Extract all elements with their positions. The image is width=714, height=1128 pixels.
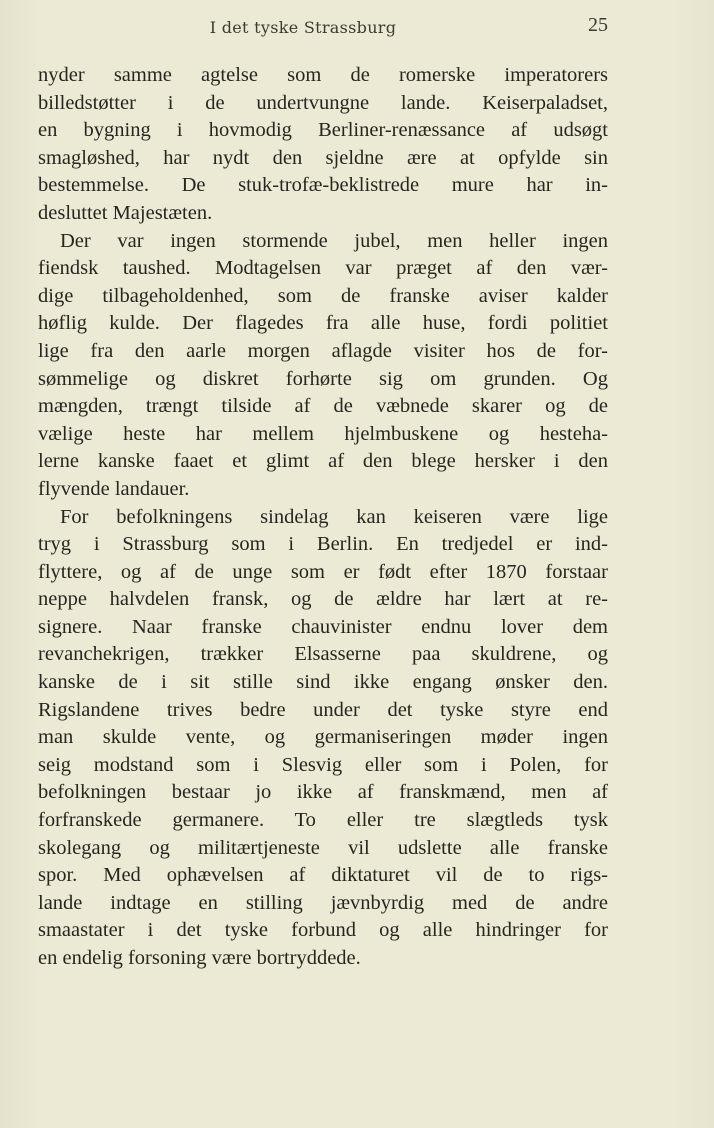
text-line: Rigslandene trives bedre under det tyske styre end [38,698,608,721]
text-line: smagløshed, har nydt den sjeldne ære at opfylde sin [38,146,608,169]
text-line: revanchekrigen, trækker Elsasserne paa skuldrene, og [38,643,608,666]
text-line: befolkningen bestaar jo ikke af franskmænd, men af [38,781,608,804]
text-line: forfranskede germanere. To eller tre slægtleds tysk [38,809,608,832]
paragraph [38,62,608,228]
text-line: nyder samme agtelse som de romerske imperatorers [38,64,608,86]
page-header [38,14,608,42]
text-line: lande indtage en stilling jævnbyrdig med de andre [38,891,608,914]
text-line: seig modstand som i Slesvig eller som i Polen, for [38,753,608,776]
text-line: flyttere, og af de unge som er født efter 1870 forstaar [38,560,608,583]
text-line: signere. Naar franske chauvinister endnu lover dem [38,615,608,638]
text-line: smaastater i det tyske forbund og alle hindringer for [38,919,608,942]
running-title: I det tyske Strassburg [209,18,397,37]
text-line: høflig kulde. Der flagedes fra alle huse, fordi politiet [38,312,608,335]
text-line: flyvende landauer. [38,477,190,500]
text-line: billedstøtter i de undertvungne lande. Keiserpaladset, [38,91,608,114]
text-line: desluttet Majestæten. [38,201,213,224]
page-number: 25 [588,14,608,36]
text-line: vælige heste har mellem hjelmbuskene og hesteha- [38,422,608,445]
text-line: kanske de i sit stille sind ikke engang ønsker den. [38,671,608,694]
text-line: For befolkningens sindelag kan keiseren være lige [60,505,608,528]
text-line: fiendsk taushed. Modtagelsen var præget af den vær- [38,257,608,280]
text-line: en endelig forsoning være bortryddede. [38,947,361,969]
paragraph [38,228,608,504]
text-line: sømmelige og diskret forhørte sig om grunden. Og [38,367,608,390]
text-line: spor. Med ophævelsen af diktaturet vil de to rigs- [38,864,608,887]
text-line: bestemmelse. De stuk-trofæ-beklistrede mure har in- [38,174,608,197]
text-line: lerne kanske faaet et glimt af den blege hersker i den [38,450,608,473]
text-line: en bygning i hovmodig Berliner-renæssance af udsøgt [38,119,608,142]
body-text [38,62,608,973]
text-line: Der var ingen stormende jubel, men heller ingen [60,229,608,252]
paragraph [38,504,608,973]
text-line: mængden, trængt tilside af de væbnede skarer og de [38,395,608,418]
text-line: tryg i Strassburg som i Berlin. En tredjedel er ind- [38,533,608,556]
text-line: dige tilbageholdenhed, som de franske aviser kalder [38,284,608,307]
text-line: skolegang og militærtjeneste vil udslette alle franske [38,836,608,859]
text-line: man skulde vente, og germaniseringen møder ingen [38,726,608,749]
text-line: lige fra den aarle morgen aflagde visiter hos de for- [38,339,608,362]
text-line: neppe halvdelen fransk, og de ældre har lært at re- [38,588,608,611]
